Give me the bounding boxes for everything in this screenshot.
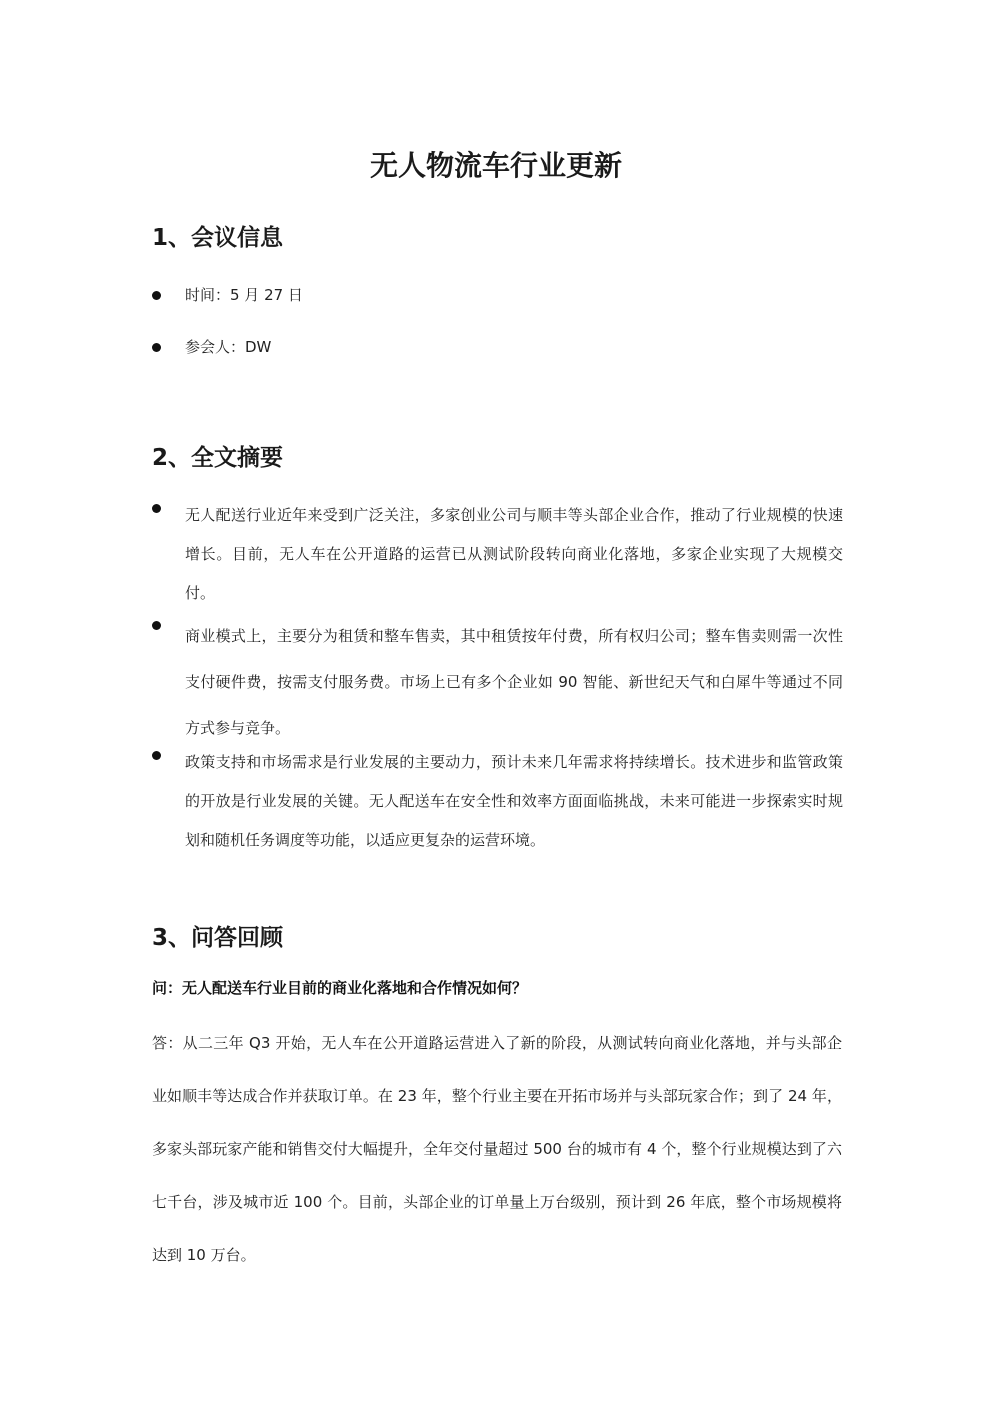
bullet-icon bbox=[152, 291, 161, 300]
meeting-attendees: 参会人：DW bbox=[185, 338, 272, 356]
bullet-icon bbox=[152, 504, 161, 513]
bullet-icon bbox=[152, 343, 161, 352]
list-item bbox=[152, 284, 844, 308]
qa-answer: 答：从二三年 Q3 开始，无人车在公开道路运营进入了新的阶段，从测试转向商业化落地，并与头部企业如顺丰等达成合作并获取订单。在 23 年，整个行业主要在开拓市场并与头部玩家合作；到了 24 年，多家头部玩家产能和销售交付大幅提升，全年交付量超过 500 台的城市有 4 个，整个行业规模达到了六七千台，涉及城市近 100 个。目前，头部企业的订单量上万台级别，预计到 26 年底，整个市场规模将达到 10 万台。 bbox=[152, 1034, 842, 1264]
bullet-icon bbox=[152, 751, 161, 760]
list-item bbox=[152, 336, 844, 360]
meeting-time: 时间：5 月 27 日 bbox=[185, 286, 303, 304]
summary-paragraph: 无人配送行业近年来受到广泛关注，多家创业公司与顺丰等头部企业合作，推动了行业规模的快速增长。目前，无人车在公开道路的运营已从测试阶段转向商业化落地，多家企业实现了大规模交付。 bbox=[185, 506, 843, 602]
section-heading-qa: 3、问答回顾 bbox=[152, 925, 284, 951]
section-heading-summary: 2、全文摘要 bbox=[152, 445, 284, 471]
list-item bbox=[152, 743, 844, 853]
summary-paragraph: 商业模式上，主要分为租赁和整车售卖，其中租赁按年付费，所有权归公司；整车售卖则需一次性支付硬件费，按需支付服务费。市场上已有多个企业如 90 智能、新世纪天气和白犀牛等通过不同方式参与竞争。 bbox=[185, 627, 843, 737]
list-item bbox=[152, 613, 844, 738]
summary-paragraph: 政策支持和市场需求是行业发展的主要动力，预计未来几年需求将持续增长。技术进步和监管政策的开放是行业发展的关键。无人配送车在安全性和效率方面面临挑战，未来可能进一步探索实时规划和随机任务调度等功能，以适应更复杂的运营环境。 bbox=[185, 753, 843, 849]
qa-question: 问：无人配送车行业目前的商业化落地和合作情况如何？ bbox=[152, 979, 528, 997]
list-item bbox=[152, 496, 844, 606]
section-heading-meeting-info: 1、会议信息 bbox=[152, 225, 284, 251]
document-title: 无人物流车行业更新 bbox=[369, 149, 622, 182]
bullet-icon bbox=[152, 621, 161, 630]
